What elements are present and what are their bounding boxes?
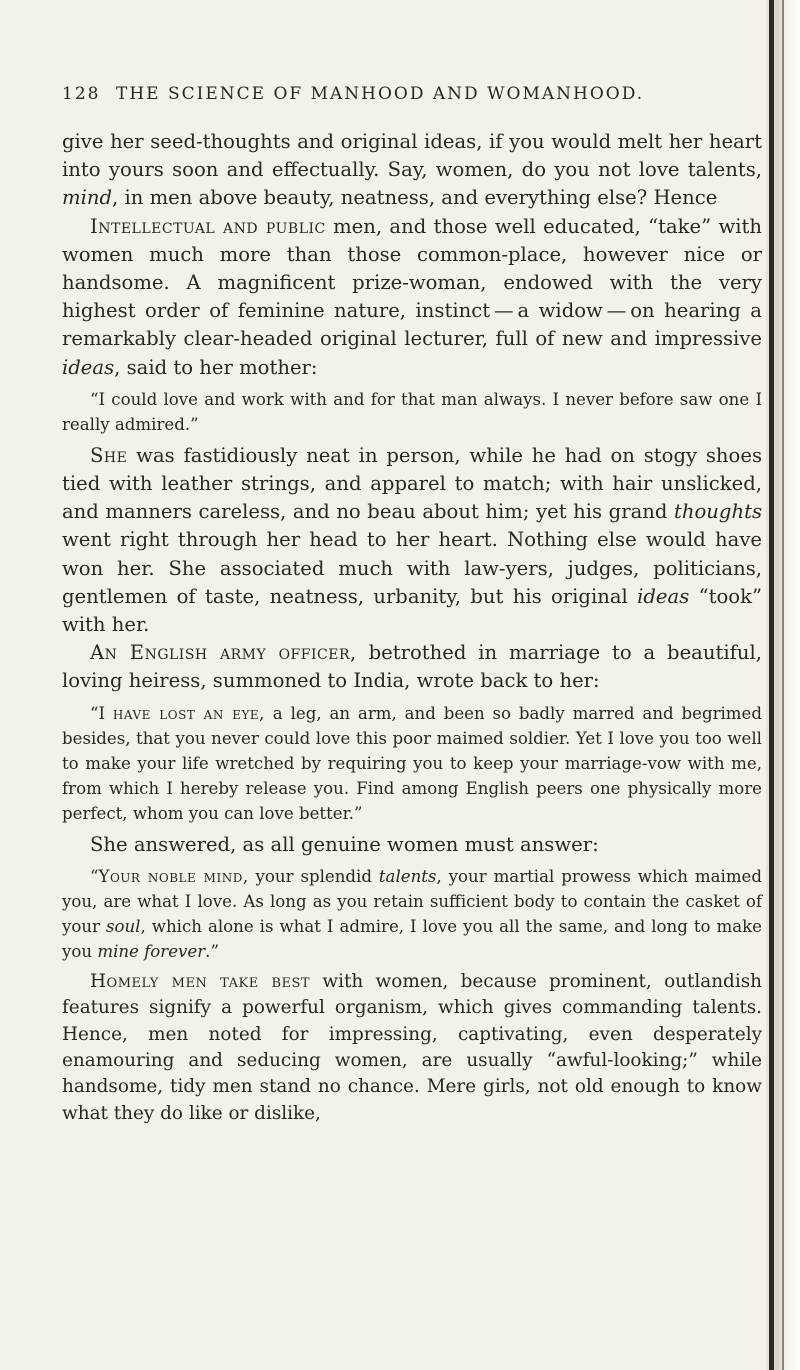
text-run: men, and those well educated, “take” with women much more than those common-place, however nice or handsome. A magnificent prize-woman, endowed with the very highest order of feminine nature, instinct — a widow — on hearing a remarkably clear-headed original lecturer, full of new and impressive	[62, 214, 762, 351]
text-run: give her seed-thoughts and original ideas, if you would melt her heart into yours soon and effectually. Say, women, do you not love talents,	[62, 130, 762, 182]
small-caps-lead: Homely men take best	[90, 970, 311, 992]
paragraph	[62, 128, 762, 213]
italic-text: ideas	[637, 584, 690, 608]
page-number: 128	[62, 84, 101, 104]
text-run: “I	[90, 703, 113, 723]
text-run: went right through her head to her heart. Nothing else would have won her. She associated much with law-yers, judges, politicians, gentlemen of taste, neatness, urbanity, but his original	[62, 528, 762, 608]
binding-edge-line	[782, 0, 784, 1370]
block-quote	[62, 864, 762, 964]
text-run: “	[90, 866, 99, 886]
text-run: , your martial prowess which maimed you, are what I love. As long as you retain sufficient body to contain the casket of your	[62, 866, 762, 936]
paragraph: She answered, as all genuine women must answer:	[90, 832, 599, 856]
italic-text: thoughts	[674, 500, 762, 524]
small-caps-lead: Your noble mind,	[98, 866, 249, 886]
text-run: .”	[205, 941, 219, 961]
page-body	[62, 128, 762, 1127]
italic-text: soul	[105, 916, 141, 936]
binding-edge-line	[769, 0, 774, 1370]
text-run: was fastidiously neat in person, while he had on stogy shoes tied with leather strings, and apparel to match; with hair unslicked, and manners careless, and no beau about him; yet his grand	[62, 443, 762, 524]
text-run: a leg, an arm, and been so badly marred and begrimed besides, that you never could love this poor maimed soldier. Yet I love you too well to make your life wretched by requiring you to keep your marriage-vow with me, from which I hereby release you. Find among English peers one physically more perfect, whom you can love better.”	[62, 703, 762, 823]
small-caps-lead: Intellectual and public	[90, 214, 326, 238]
running-title: THE SCIENCE OF MANHOOD AND WOMANHOOD.	[116, 84, 645, 104]
small-caps-lead: have lost an eye,	[112, 703, 265, 723]
text-run: , in men above beauty, neatness, and everything else? Hence	[112, 186, 718, 210]
text-run: , which alone is what I admire, I love you all the same, and long to make you	[62, 916, 762, 961]
text-run: with women, because prominent, outlandish features signify a powerful organism, which gives commanding talents. Hence, men noted for impressing, captivating, even desperately enamouring and seducing women, are usually “awful-looking;” while handsome, tidy men stand no chance. Mere girls, not old enough to know what they do like or dislike,	[62, 970, 762, 1124]
paragraph	[62, 442, 762, 639]
small-caps-lead: An English army officer,	[90, 641, 357, 665]
text-run: betrothed in marriage to a beautiful, loving heiress, summoned to India, wrote back to her:	[62, 641, 762, 693]
italic-text: mine forever	[97, 941, 206, 961]
text-run: your splendid	[248, 866, 379, 886]
paragraph	[62, 969, 762, 1127]
italic-text: talents	[378, 866, 437, 886]
text-run: “took” with her.	[62, 584, 762, 637]
small-caps-lead: She	[90, 443, 128, 467]
text-run: , said to her mother:	[114, 355, 318, 379]
italic-text: mind	[62, 186, 113, 210]
block-quote: “I could love and work with and for that man always. I never before saw one I really admired.”	[62, 389, 762, 434]
paragraph	[62, 639, 762, 695]
running-header	[62, 84, 762, 114]
paragraph	[62, 213, 762, 382]
block-quote	[62, 701, 762, 826]
italic-text: ideas	[62, 355, 115, 379]
